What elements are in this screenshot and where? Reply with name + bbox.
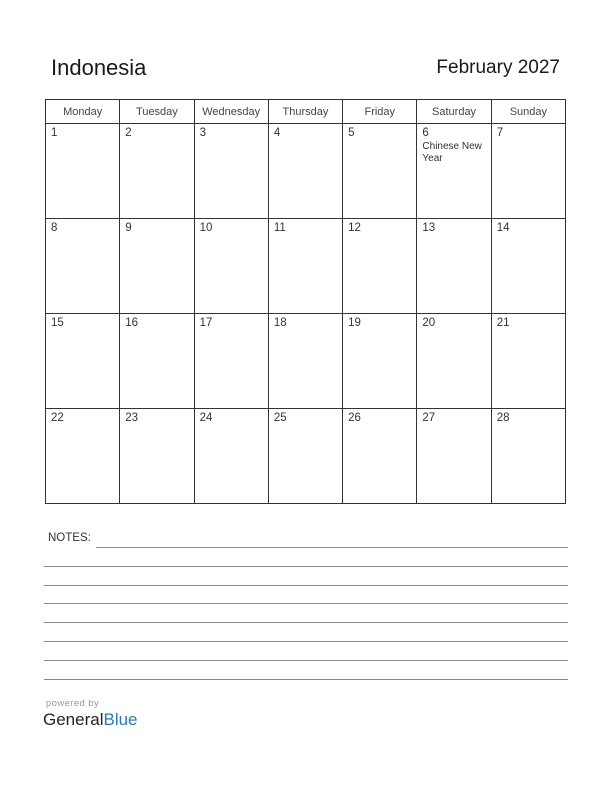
notes-line xyxy=(44,585,568,586)
day-cell xyxy=(417,409,491,504)
brand-logo xyxy=(43,710,138,730)
day-number: 10 xyxy=(199,222,213,234)
day-number: 28 xyxy=(496,412,510,424)
month-year-title: February 2027 xyxy=(436,57,560,78)
day-number: 20 xyxy=(422,317,436,329)
brand-logo-general: General xyxy=(43,710,104,729)
day-number: 23 xyxy=(125,412,139,424)
day-cell xyxy=(417,124,491,219)
day-cell xyxy=(46,219,120,314)
day-number: 22 xyxy=(51,412,64,424)
day-number: 24 xyxy=(199,412,213,424)
day-number: 3 xyxy=(199,127,206,139)
day-cell xyxy=(194,409,268,504)
notes-line xyxy=(96,547,568,548)
day-number: 4 xyxy=(273,127,281,139)
day-number: 21 xyxy=(496,317,510,329)
day-cell xyxy=(46,314,120,409)
day-number: 27 xyxy=(422,412,436,424)
day-number: 2 xyxy=(125,127,132,139)
day-number: 9 xyxy=(125,222,132,234)
day-cell xyxy=(268,124,342,219)
notes-line xyxy=(44,603,568,604)
calendar-grid xyxy=(45,99,566,504)
day-cell xyxy=(268,219,342,314)
day-cell xyxy=(46,124,120,219)
weekday-header: Thursday xyxy=(268,100,342,124)
day-cell xyxy=(120,314,194,409)
day-number: 12 xyxy=(348,222,361,234)
day-cell xyxy=(491,314,565,409)
holiday-label: Chinese New Year xyxy=(422,141,482,164)
weekday-header: Saturday xyxy=(417,100,491,124)
weekday-header: Tuesday xyxy=(120,100,194,124)
day-cell xyxy=(417,314,491,409)
day-cell xyxy=(46,409,120,504)
day-cell xyxy=(343,124,417,219)
day-number: 7 xyxy=(496,127,504,139)
day-cell xyxy=(194,314,268,409)
day-cell xyxy=(491,124,565,219)
weekday-header-row xyxy=(46,100,566,124)
day-number: 1 xyxy=(51,127,58,139)
day-cell xyxy=(343,314,417,409)
notes-line xyxy=(44,641,568,642)
brand-logo-blue: Blue xyxy=(103,710,138,729)
powered-by-text: powered by xyxy=(46,698,100,709)
week-row xyxy=(46,314,566,409)
notes-line xyxy=(44,679,568,680)
day-cell xyxy=(120,219,194,314)
day-cell xyxy=(417,219,491,314)
day-number: 14 xyxy=(496,222,510,234)
day-number: 26 xyxy=(348,412,361,424)
day-number: 16 xyxy=(125,317,139,329)
day-cell xyxy=(120,124,194,219)
day-cell xyxy=(343,219,417,314)
country-title: Indonesia xyxy=(51,55,147,80)
day-number: 25 xyxy=(273,412,287,424)
week-row xyxy=(46,409,566,504)
day-number: 15 xyxy=(51,317,64,329)
weekday-header: Sunday xyxy=(491,100,565,124)
day-number: 19 xyxy=(348,317,361,329)
notes-line xyxy=(44,566,568,567)
notes-line xyxy=(44,622,568,623)
day-cell xyxy=(194,219,268,314)
week-row xyxy=(46,124,566,219)
day-cell xyxy=(194,124,268,219)
day-number: 8 xyxy=(51,222,58,234)
day-cell xyxy=(343,409,417,504)
day-cell xyxy=(268,314,342,409)
day-number: 11 xyxy=(273,222,286,234)
day-cell xyxy=(491,219,565,314)
week-row xyxy=(46,219,566,314)
day-number: 5 xyxy=(348,127,355,139)
day-number: 17 xyxy=(199,317,213,329)
day-number: 6 xyxy=(422,127,429,139)
weekday-header: Wednesday xyxy=(194,100,268,124)
day-cell xyxy=(268,409,342,504)
day-number: 13 xyxy=(422,222,436,234)
notes-line xyxy=(44,660,568,661)
day-number: 18 xyxy=(273,317,287,329)
weekday-header: Friday xyxy=(343,100,417,124)
weekday-header: Monday xyxy=(46,100,120,124)
notes-label: NOTES: xyxy=(48,532,91,544)
day-cell xyxy=(491,409,565,504)
day-cell xyxy=(120,409,194,504)
